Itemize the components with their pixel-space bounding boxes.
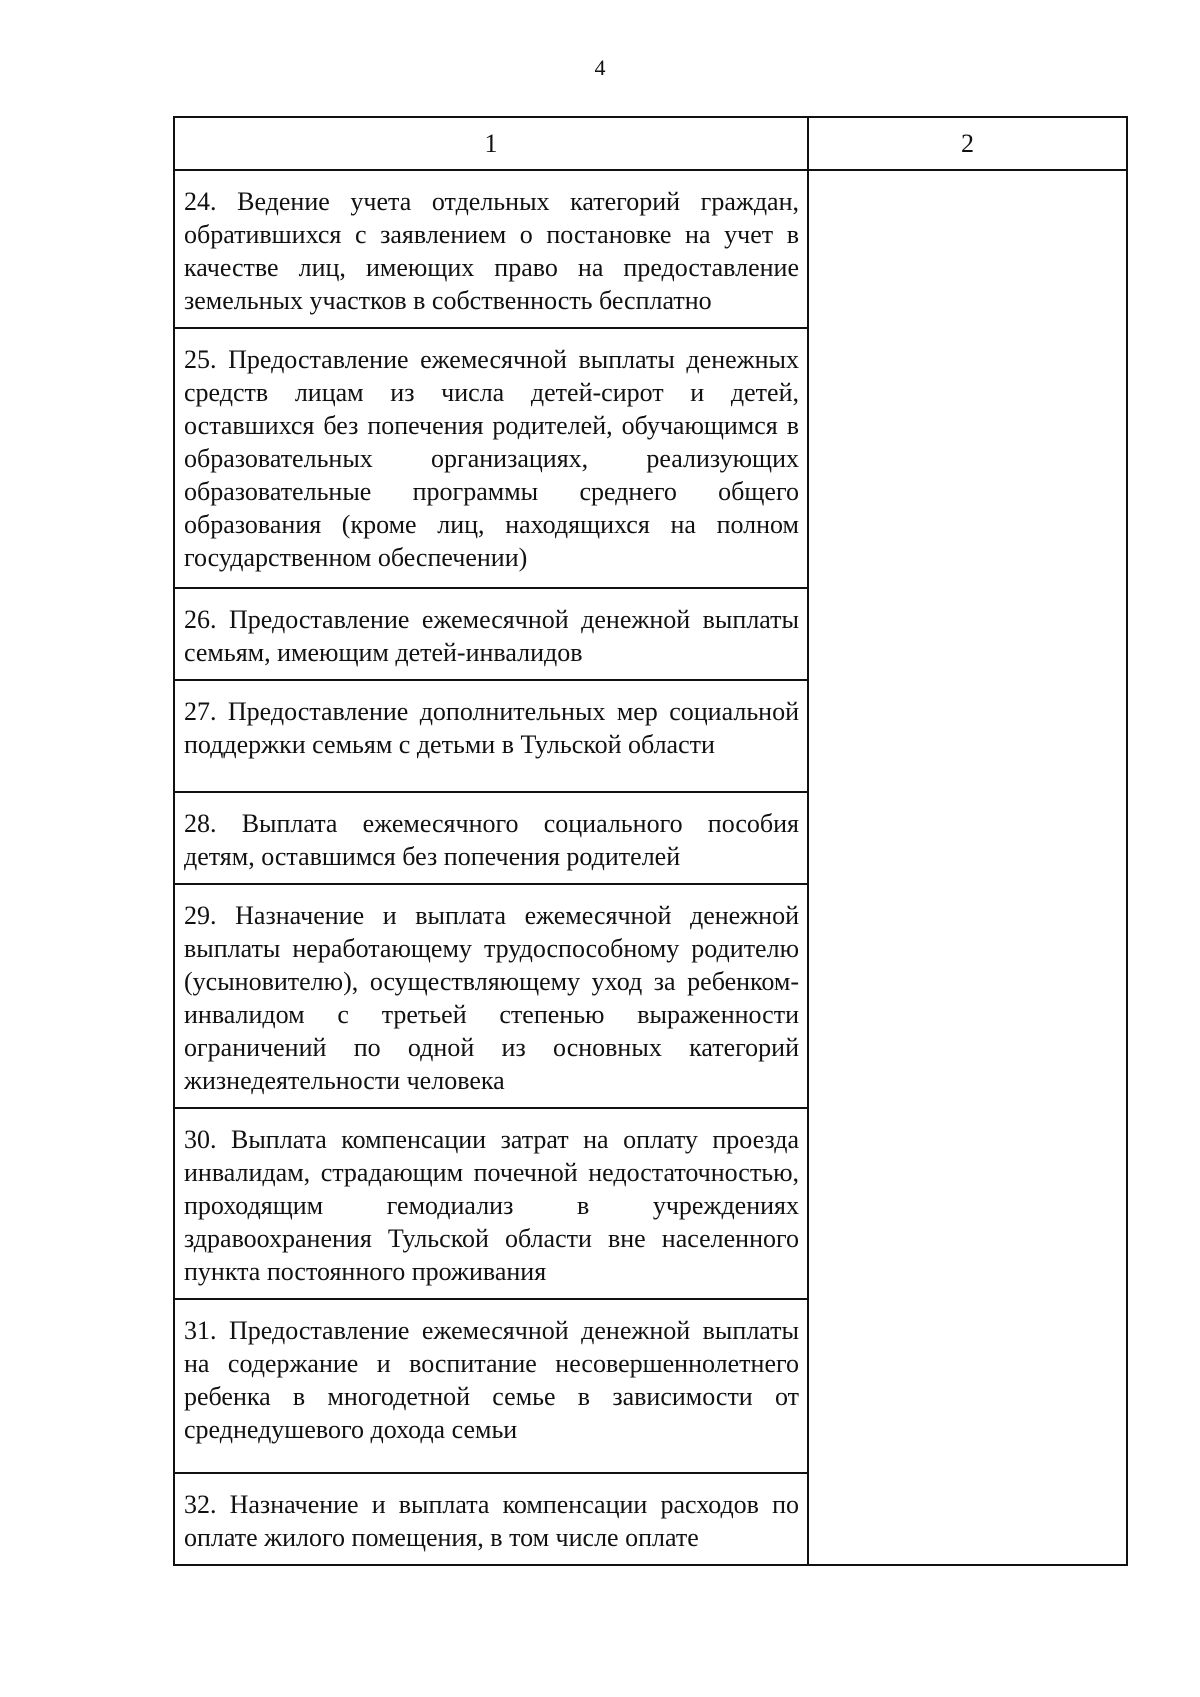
column-header-1: 1	[174, 117, 808, 170]
service-item-27: 27. Предоставление дополнительных мер социальной поддержки семьям с детьми в Тульской области	[174, 680, 808, 792]
service-item-24: 24. Ведение учета отдельных категорий граждан, обратившихся с заявлением о постановке на учет в качестве лиц, имеющих право на предоставление земельных участков в собственность бесплатно	[174, 170, 808, 328]
service-item-32: 32. Назначение и выплата компенсации расходов по оплате жилого помещения, в том числе оплате	[174, 1473, 808, 1565]
services-table	[173, 116, 1128, 1566]
page-number: 4	[594, 55, 606, 80]
service-item-25: 25. Предоставление ежемесячной выплаты денежных средств лицам из числа детей-сирот и детей, оставшихся без попечения родителей, обучающимся в образовательных организациях, реализующих образовательные программы среднего общего образования (кроме лиц, находящихся на полном государственном обеспечении)	[174, 328, 808, 588]
column-header-2: 2	[808, 117, 1127, 170]
service-item-31: 31. Предоставление ежемесячной денежной выплаты на содержание и воспитание несовершеннолетнего ребенка в многодетной семье в зависимости от среднедушевого дохода семьи	[174, 1299, 808, 1473]
service-item-28: 28. Выплата ежемесячного социального пособия детям, оставшимся без попечения родителей	[174, 792, 808, 884]
service-item-26: 26. Предоставление ежемесячной денежной выплаты семьям, имеющим детей-инвалидов	[174, 588, 808, 680]
column-2-cell	[808, 170, 1127, 1565]
table-header-row	[174, 117, 1127, 170]
service-item-30: 30. Выплата компенсации затрат на оплату проезда инвалидам, страдающим почечной недостаточностью, проходящим гемодиализ в учреждениях здравоохранения Тульской области вне населенного пункта постоянного проживания	[174, 1108, 808, 1299]
table-row	[174, 170, 1127, 328]
service-item-29: 29. Назначение и выплата ежемесячной денежной выплаты неработающему трудоспособному родителю (усыновителю), осуществляющему уход за ребенком-инвалидом с третьей степенью выраженности ограничений по одной из основных категорий жизнедеятельности человека	[174, 884, 808, 1108]
